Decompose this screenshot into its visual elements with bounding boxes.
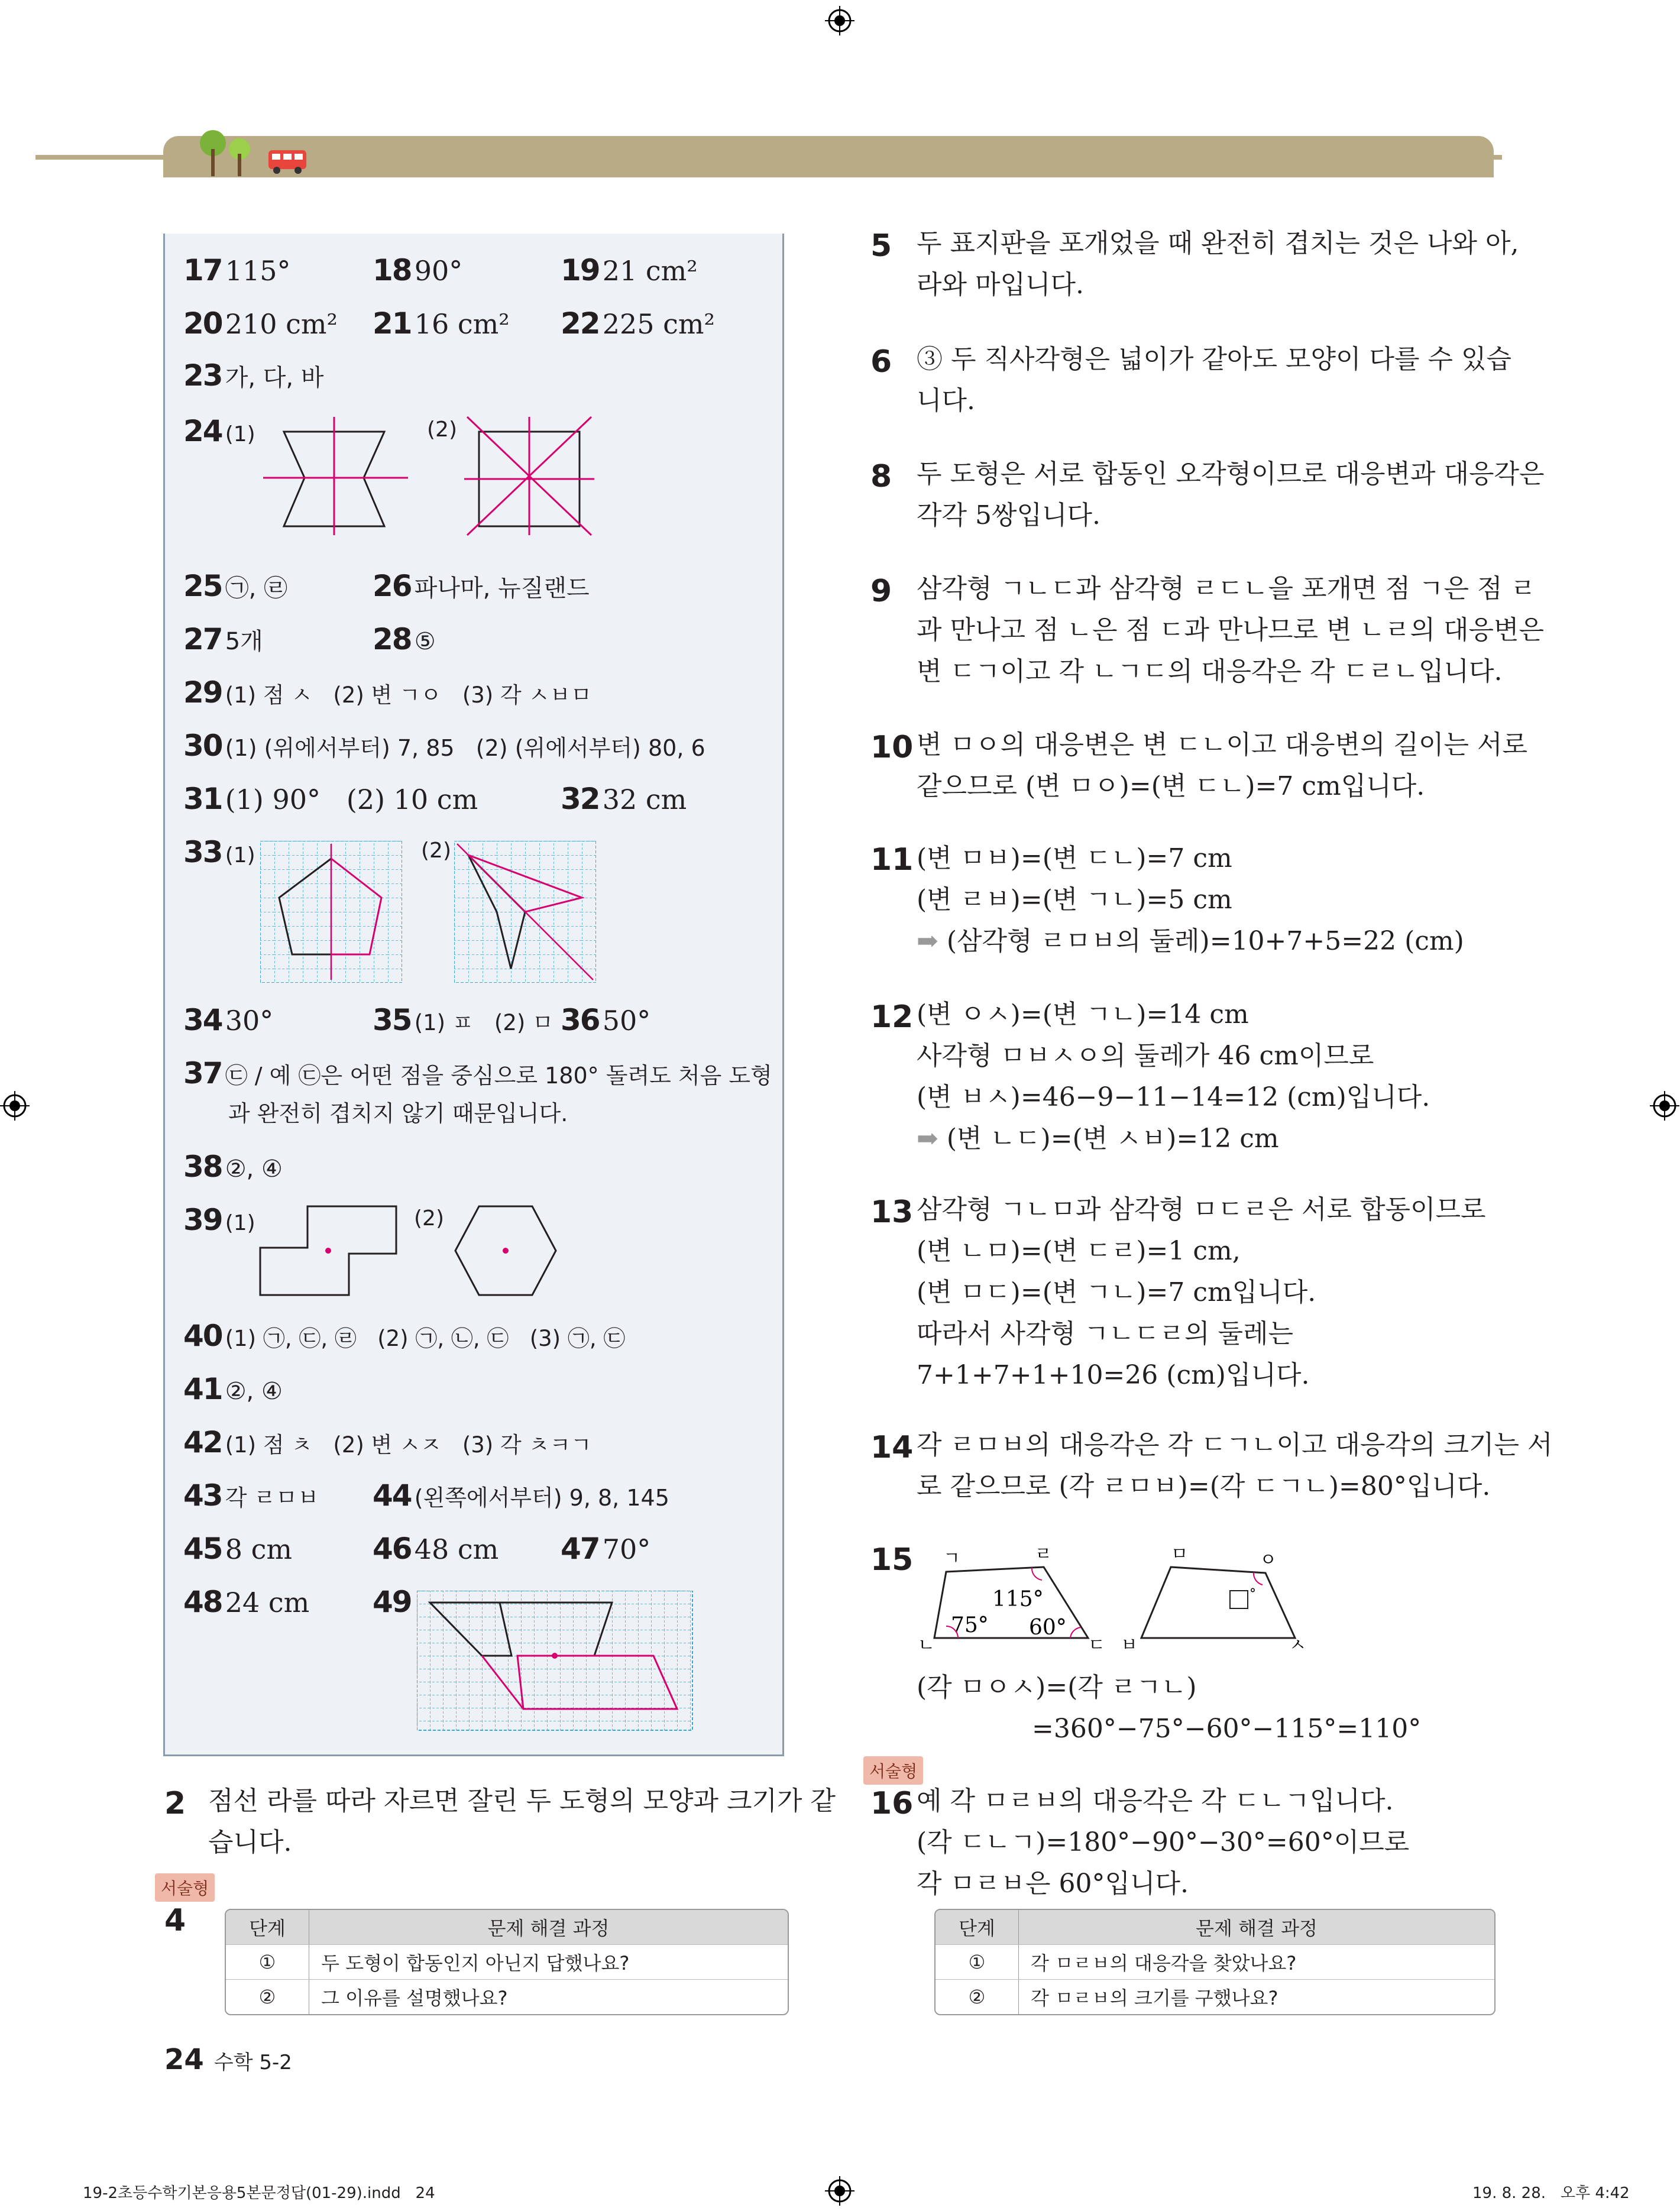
essay-badge: 서술형 — [155, 1873, 215, 1902]
registration-mark-icon — [0, 1091, 30, 1121]
q14-line2: 로 같으므로 (각 ㄹㅁㅂ)=(각 ㄷㄱㄴ)=80°입니다. — [917, 1471, 1491, 1501]
answer-49: 49 — [373, 1585, 412, 1619]
figure-33-1 — [260, 841, 402, 983]
tree-icon — [195, 125, 260, 179]
q15-line1: (각 ㅁㅇㅅ)=(각 ㄹㄱㄴ) — [917, 1672, 1197, 1702]
header-tab — [163, 136, 1494, 177]
q12-line4: ➡ (변 ㄴㄷ)=(변 ㅅㅂ)=12 cm — [917, 1124, 1279, 1154]
angle-label: 75° — [951, 1613, 989, 1637]
answer-35: 35 (1) ㅍ (2) ㅁ — [373, 1003, 553, 1037]
registration-mark-icon — [1650, 1091, 1679, 1121]
figure-15 — [911, 1543, 1313, 1656]
q11-line2: (변 ㄹㅂ)=(변 ㄱㄴ)=5 cm — [917, 885, 1232, 915]
q4-number: 4 — [164, 1903, 186, 1938]
page-label: 수학 5-2 — [213, 2051, 292, 2074]
answer-27: 27 5개 — [183, 622, 263, 656]
table-header: 단계 — [226, 1910, 309, 1944]
q8-number: 8 — [870, 459, 892, 494]
figure-39-1 — [254, 1194, 408, 1301]
table-cell: ② — [226, 1980, 309, 2014]
q13-line1: 삼각형 ㄱㄴㅁ과 삼각형 ㅁㄷㄹ은 서로 합동이므로 — [917, 1194, 1486, 1225]
answer-43: 43 각 ㄹㅁㅂ — [183, 1478, 319, 1513]
answer-33-part2: (2) — [421, 839, 451, 863]
q15-number: 15 — [870, 1542, 914, 1578]
q12-line1: (변 ㅇㅅ)=(변 ㄱㄴ)=14 cm — [917, 999, 1249, 1030]
table-cell: 그 이유를 설명했나요? — [321, 1987, 508, 2009]
answer-19: 19 21 cm² — [561, 253, 698, 287]
answer-17: 17 115° — [183, 253, 291, 287]
angle-label: 60° — [1029, 1616, 1067, 1640]
page-number: 24 — [164, 2043, 204, 2076]
q8-line1: 두 도형은 서로 합동인 오각형이므로 대응변과 대응각은 — [917, 459, 1545, 489]
q13-line2: (변 ㄴㅁ)=(변 ㄷㄹ)=1 cm, — [917, 1236, 1241, 1266]
figure-39-2 — [449, 1194, 562, 1301]
q9-number: 9 — [870, 574, 892, 609]
q6-line1: ③ 두 직사각형은 넓이가 같아도 모양이 다를 수 있습 — [917, 344, 1511, 374]
table-cell: 각 ㅁㄹㅂ의 크기를 구했나요? — [1031, 1987, 1278, 2009]
answer-32: 32 32 cm — [561, 782, 687, 816]
rubric-table-left — [225, 1909, 789, 2015]
table-cell: ① — [226, 1945, 309, 1979]
registration-mark-icon — [825, 6, 854, 35]
q13-line3: (변 ㅁㄷ)=(변 ㄱㄴ)=7 cm입니다. — [917, 1277, 1316, 1307]
answer-44: 44 (왼쪽에서부터) 9, 8, 145 — [373, 1478, 669, 1513]
q9-line1: 삼각형 ㄱㄴㄷ과 삼각형 ㄹㄷㄴ을 포개면 점 ㄱ은 점 ㄹ — [917, 574, 1536, 604]
bus-icon — [267, 148, 309, 175]
answer-25: 25 ㉠, ㉣ — [183, 569, 288, 603]
q14-number: 14 — [870, 1430, 914, 1465]
page-footer — [164, 2043, 292, 2076]
q10-line2: 같으므로 (변 ㅁㅇ)=(변 ㄷㄴ)=7 cm입니다. — [917, 771, 1425, 801]
table-cell: 두 도형이 합동인지 아닌지 답했나요? — [321, 1952, 630, 1974]
answer-48: 48 24 cm — [183, 1585, 310, 1619]
answer-37: 37 ㉢ / 예 ㉢은 어떤 점을 중심으로 180° 돌려도 처음 도형 — [183, 1056, 772, 1090]
vertex-label: ㅇ — [1260, 1550, 1277, 1571]
q9-line3: 변 ㄷㄱ이고 각 ㄴㄱㄷ의 대응각은 각 ㄷㄹㄴ입니다. — [917, 656, 1503, 687]
q2-number: 2 — [164, 1786, 186, 1821]
q6-line2: 니다. — [917, 386, 975, 416]
answer-24: 24 (1) — [183, 414, 255, 448]
angle-label: ° — [1250, 1587, 1256, 1601]
q5-number: 5 — [870, 228, 892, 264]
q2-line2: 습니다. — [208, 1827, 292, 1857]
figure-24-1 — [260, 414, 414, 538]
q16-number: 16 — [870, 1786, 914, 1821]
answer-40: 40 (1) ㉠, ㉢, ㉣ (2) ㉠, ㉡, ㉢ (3) ㉠, ㉢ — [183, 1319, 626, 1353]
q13-line4: 따라서 사각형 ㄱㄴㄷㄹ의 둘레는 — [917, 1319, 1294, 1349]
answer-36: 36 50° — [561, 1003, 651, 1037]
angle-label: 115° — [992, 1587, 1044, 1611]
answer-45: 45 8 cm — [183, 1532, 292, 1566]
q11-number: 11 — [870, 842, 914, 878]
vertex-label: ㅂ — [1121, 1635, 1138, 1656]
answer-30: 30 (1) (위에서부터) 7, 85 (2) (위에서부터) 80, 6 — [183, 729, 705, 763]
vertex-label: ㄹ — [1035, 1544, 1052, 1565]
answer-18: 18 90° — [373, 253, 463, 287]
q13-line5: 7+1+7+1+10=26 (cm)입니다. — [917, 1360, 1310, 1390]
q2-line1: 점선 라를 따라 자르면 잘린 두 도형의 모양과 크기가 같 — [208, 1786, 836, 1816]
vertex-label: ㅁ — [1171, 1544, 1188, 1565]
answer-31: 31 (1) 90° (2) 10 cm — [183, 782, 478, 816]
answer-46: 46 48 cm — [373, 1532, 499, 1566]
table-cell: 각 ㅁㄹㅂ의 대응각을 찾았나요? — [1031, 1952, 1297, 1974]
print-date: 19. 8. 28. 오후 4:42 — [1472, 2184, 1630, 2202]
table-header: 문제 해결 과정 — [487, 1917, 610, 1940]
essay-badge: 서술형 — [863, 1756, 923, 1785]
q5-line2: 라와 마입니다. — [917, 270, 1084, 300]
q16-line2: (각 ㄷㄴㄱ)=180°−90°−30°=60°이므로 — [917, 1827, 1410, 1857]
table-cell: ② — [936, 1980, 1019, 2014]
q5-line1: 두 표지판을 포개었을 때 완전히 겹치는 것은 나와 아, — [917, 228, 1519, 258]
answer-22: 22 225 cm² — [561, 306, 715, 341]
answer-42: 42 (1) 점 ㅊ (2) 변 ㅅㅈ (3) 각 ㅊㅋㄱ — [183, 1425, 592, 1459]
answer-20: 20 210 cm² — [183, 306, 338, 341]
q16-line1: 예 각 ㅁㄹㅂ의 대응각은 각 ㄷㄴㄱ입니다. — [917, 1786, 1394, 1816]
answer-39: 39 (1) — [183, 1203, 255, 1237]
arrow-icon: ➡ — [917, 1124, 947, 1154]
table-cell: ① — [936, 1945, 1019, 1979]
arrow-icon: ➡ — [917, 926, 947, 956]
q12-line2: 사각형 ㅁㅂㅅㅇ의 둘레가 46 cm이므로 — [917, 1041, 1374, 1071]
answer-21: 21 16 cm² — [373, 306, 510, 341]
q8-line2: 각각 5쌍입니다. — [917, 500, 1100, 530]
table-header: 단계 — [936, 1910, 1019, 1944]
registration-mark-icon — [825, 2176, 854, 2206]
figure-33-2 — [454, 841, 596, 983]
answer-26: 26 파나마, 뉴질랜드 — [373, 569, 590, 603]
vertex-label: ㄴ — [918, 1635, 935, 1656]
vertex-label: ㄱ — [943, 1548, 960, 1569]
vertex-label: ㅅ — [1289, 1635, 1306, 1656]
answer-24-part2: (2) — [427, 417, 457, 442]
q11-line1: (변 ㅁㅂ)=(변 ㄷㄴ)=7 cm — [917, 843, 1232, 873]
figure-24-2 — [461, 414, 597, 538]
q10-line1: 변 ㅁㅇ의 대응변은 변 ㄷㄴ이고 대응변의 길이는 서로 — [917, 730, 1527, 760]
answer-34: 34 30° — [183, 1003, 274, 1037]
table-header: 문제 해결 과정 — [1196, 1917, 1318, 1940]
answer-39-part2: (2) — [414, 1206, 444, 1231]
answer-33: 33 (1) — [183, 835, 255, 869]
answer-37-line2: 과 완전히 겹치지 않기 때문입니다. — [228, 1100, 568, 1126]
q16-line3: 각 ㅁㄹㅂ은 60°입니다. — [917, 1869, 1189, 1899]
q12-line3: (변 ㅂㅅ)=46−9−11−14=12 (cm)입니다. — [917, 1082, 1430, 1112]
q9-line2: 과 만나고 점 ㄴ은 점 ㄷ과 만나므로 변 ㄴㄹ의 대응변은 — [917, 615, 1544, 645]
q13-number: 13 — [870, 1194, 914, 1230]
q10-number: 10 — [870, 730, 914, 765]
answer-23: 23 가, 다, 바 — [183, 358, 324, 393]
answer-28: 28 ⑤ — [373, 622, 436, 656]
q6-number: 6 — [870, 344, 892, 380]
answer-38: 38 ②, ④ — [183, 1150, 283, 1184]
file-name: 19-2초등수학기본응용5본문정답(01-29).indd 24 — [83, 2184, 435, 2202]
answer-29: 29 (1) 점 ㅅ (2) 변 ㄱㅇ (3) 각 ㅅㅂㅁ — [183, 675, 592, 710]
q14-line1: 각 ㄹㅁㅂ의 대응각은 각 ㄷㄱㄴ이고 대응각의 크기는 서 — [917, 1430, 1553, 1460]
answer-41: 41 ②, ④ — [183, 1372, 283, 1406]
q15-line2: =360°−75°−60°−115°=110° — [1032, 1714, 1422, 1744]
vertex-label: ㄷ — [1088, 1635, 1105, 1656]
q11-line3: ➡ (삼각형 ㄹㅁㅂ의 둘레)=10+7+5=22 (cm) — [917, 926, 1464, 956]
answer-47: 47 70° — [561, 1532, 651, 1566]
rubric-table-right — [934, 1909, 1496, 2015]
figure-49 — [417, 1591, 695, 1733]
q12-number: 12 — [870, 999, 914, 1035]
